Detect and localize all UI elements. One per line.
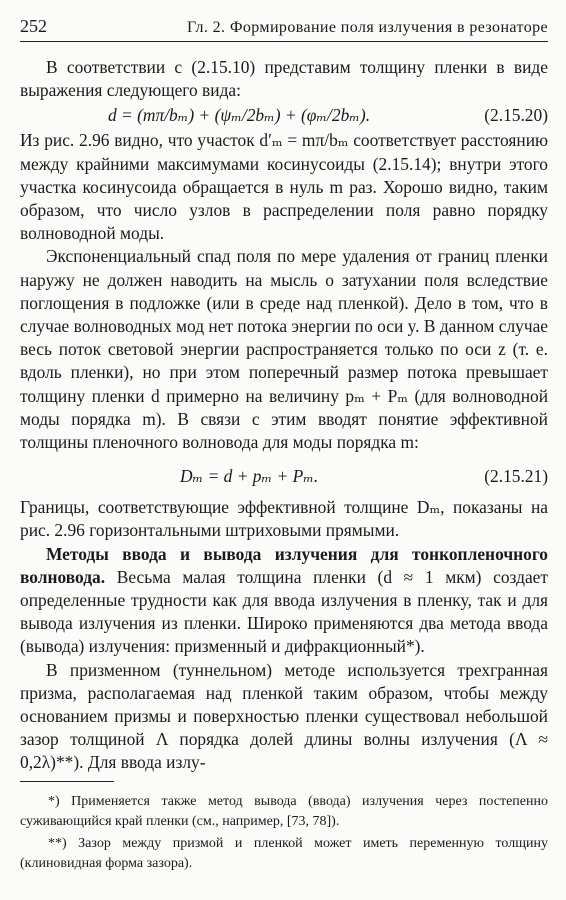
footnote-text: *) Применяется также метод вывода (ввода) излучения через постепенно суживающийся край пленки (см., например, [73, 78]).: [20, 794, 548, 829]
footnote-2: [20, 834, 548, 874]
running-title: Гл. 2. Формирование поля излучения в резонаторе: [187, 19, 548, 36]
paragraph-6: В призменном (туннельном) методе используется трехгранная призма, располагаемая над пленкой таким образом, чтобы между основанием призмы и поверхностью пленки существовал небольшой зазор толщиной Λ порядка долей длины волны излучения (Λ ≈ 0,2λ)**). Для ввода излу-: [20, 659, 548, 773]
main-text: [20, 56, 548, 775]
section-heading: Методы ввода и вывода излучения для тонкопленочного волновода.: [20, 543, 548, 587]
page-number: 252: [20, 16, 47, 36]
equation-formula: d = (mπ/bₘ) + (ψₘ/2bₘ) + (φₘ/2bₘ).: [108, 105, 371, 126]
paragraph-4: Границы, соответствующие эффективной толщине Dₘ, показаны на рис. 2.96 горизонтальными штриховыми прямыми.: [20, 497, 548, 541]
paragraph-5: [20, 543, 548, 659]
running-header: [20, 16, 548, 42]
footnote-1: [20, 792, 548, 832]
equation-formula: Dₘ = d + pₘ + Pₘ.: [180, 466, 319, 487]
footnote-rule: [20, 781, 114, 782]
equation-2-15-20: [20, 102, 548, 129]
footnote-text: **) Зазор между призмой и пленкой может иметь переменную толщину (клиновидная форма зазора).: [20, 836, 548, 871]
paragraph-5-text: Весьма малая толщина пленки (d ≈ 1 мкм) создает определенные трудности как для ввода излучения в пленку, так и для вывода излучения из пленки. Широко применяются два метода ввода (вывода) излучения: призменный и дифракционный*).: [20, 566, 548, 657]
paragraph-1: В соответствии с (2.15.10) представим толщину пленки в виде выражения следующего вида:: [20, 57, 548, 101]
paragraph-2: Из рис. 2.96 видно, что участок d′ₘ = mπ/bₘ соответствует расстоянию между крайними максимумами косинусоиды (2.15.14); внутри этого участка косинусоида обращается в нуль m раз. Хорошо видно, таким образом, что число узлов в распределении поля равно порядку волноводной моды.: [20, 130, 548, 244]
equation-number: (2.15.20): [484, 105, 548, 126]
equation-2-15-21: [20, 460, 548, 492]
equation-number: (2.15.21): [484, 466, 548, 487]
paragraph-3: Экспоненциальный спад поля по мере удаления от границ пленки наружу не должен наводить на мысль о затухании поля вследствие поглощения в подложке (или в среде над пленкой). Дело в том, что в случае волноводных мод нет потока энергии по оси y. В данном случае весь поток световой энергии распространяется только по оси z (т. е. вдоль пленки), но при этом поперечный размер потока превышает толщину пленки d примерно на величину pₘ + Pₘ (для волноводной моды порядка m). В связи с этим вводят понятие эффективной толщины пленочного волновода для моды порядка m:: [20, 246, 549, 453]
